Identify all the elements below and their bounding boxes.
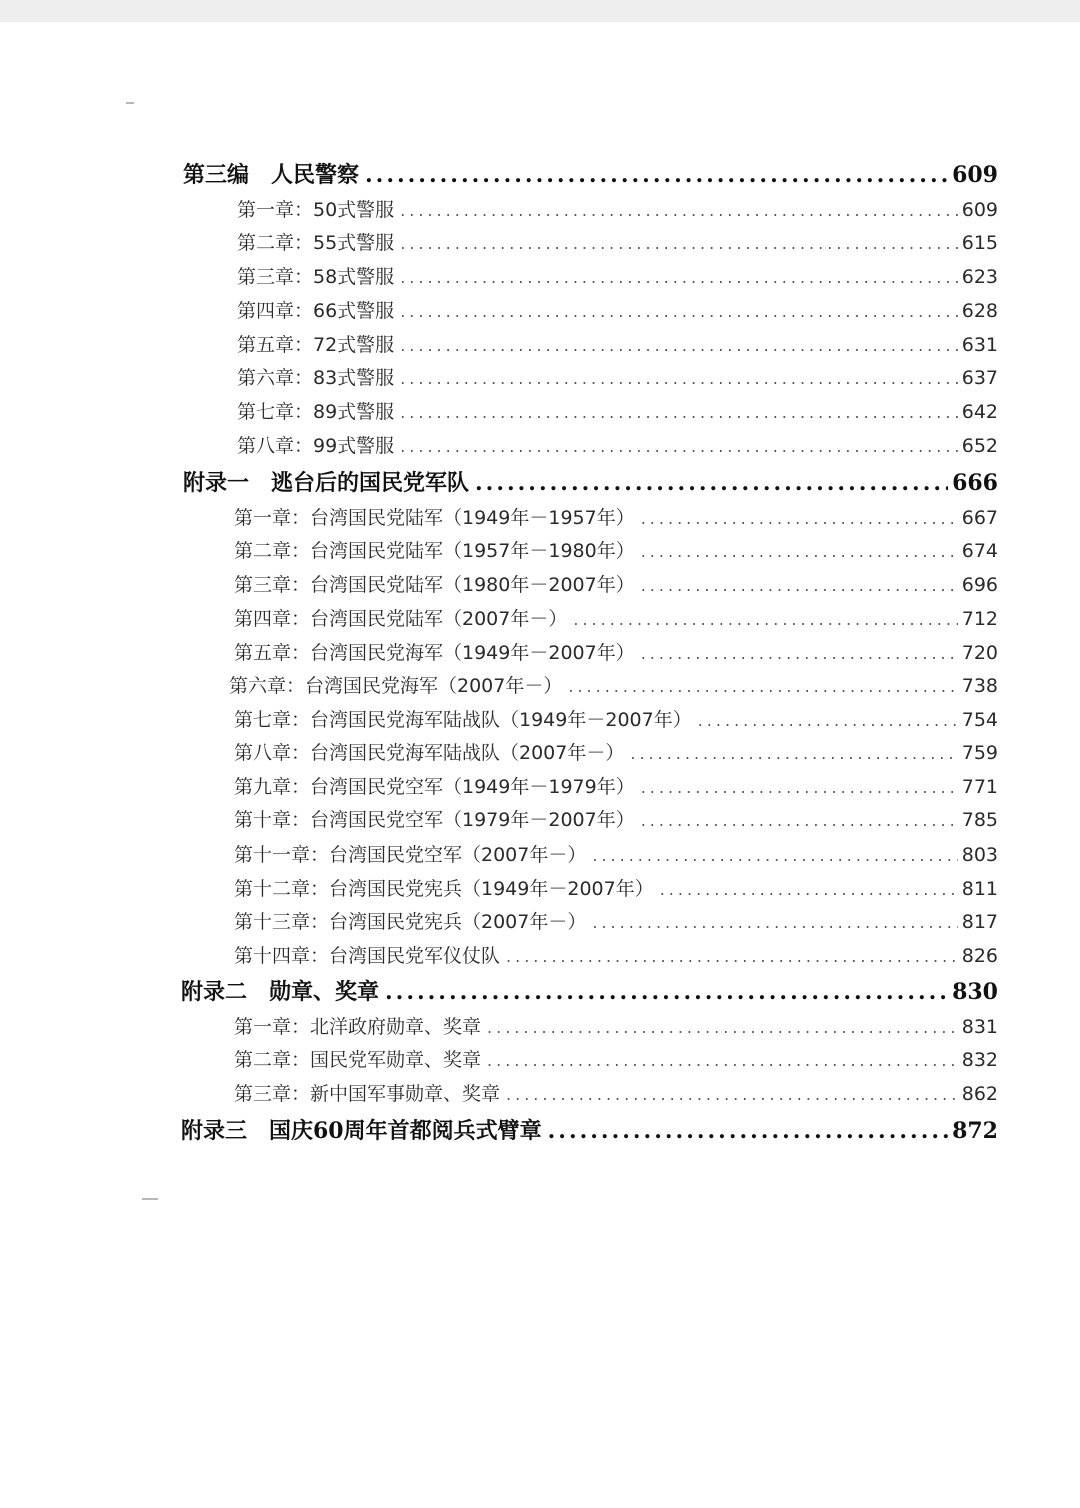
dot-leader — [400, 336, 958, 355]
toc-page-number: 862 — [961, 1083, 998, 1105]
dot-leader — [400, 302, 958, 321]
toc-chapter — [237, 397, 998, 431]
dot-leader — [641, 644, 958, 663]
dot-leader — [641, 509, 958, 528]
dot-leader — [400, 234, 958, 253]
toc-chapter — [234, 840, 998, 874]
toc-chapter — [237, 262, 998, 296]
toc-chapter — [234, 1079, 998, 1113]
dot-leader — [592, 913, 957, 932]
dot-leader — [385, 979, 948, 1005]
toc-page-number: 642 — [961, 401, 998, 423]
toc-chapter-title: 第一章：台湾国民党陆军（1949年－1957年） — [234, 507, 635, 529]
toc-chapter-title: 第三章：58式警服 — [237, 266, 395, 288]
dot-leader — [400, 403, 958, 422]
toc-page-number: 803 — [961, 844, 998, 866]
toc-chapter — [234, 536, 998, 570]
dot-leader — [592, 846, 957, 865]
toc-part-title: 附录二 勋章、奖章 — [181, 979, 380, 1005]
toc-part-title: 附录一 逃台后的国民党军队 — [183, 470, 470, 496]
dot-leader — [475, 470, 948, 496]
toc-page-number: 631 — [961, 334, 998, 356]
toc-page-number: 652 — [961, 435, 998, 457]
toc-chapter — [234, 503, 998, 537]
toc-page-number: 754 — [961, 709, 998, 731]
dot-leader — [641, 576, 958, 595]
dot-leader — [487, 1051, 958, 1070]
toc-chapter-title: 第三章：台湾国民党陆军（1980年－2007年） — [234, 574, 635, 596]
toc-chapter — [234, 705, 998, 739]
toc-chapter — [234, 1045, 998, 1079]
toc-part — [183, 466, 998, 500]
toc-chapter — [229, 671, 998, 705]
toc-page-number: 720 — [961, 642, 998, 664]
toc-chapter — [234, 772, 998, 806]
dot-leader — [365, 162, 948, 188]
toc-chapter — [237, 431, 998, 465]
toc-chapter — [234, 638, 998, 672]
toc-page-number: 785 — [961, 809, 998, 831]
dot-leader — [573, 610, 957, 629]
toc-chapter-title: 第十三章：台湾国民党宪兵（2007年－） — [234, 911, 587, 933]
toc-chapter-title: 第五章：台湾国民党海军（1949年－2007年） — [234, 642, 635, 664]
dot-leader — [400, 369, 958, 388]
dot-leader — [506, 1085, 958, 1104]
toc-page-number: 826 — [961, 945, 998, 967]
toc-page-number: 811 — [961, 878, 998, 900]
toc-part — [183, 158, 998, 192]
toc-page-number: 628 — [961, 300, 998, 322]
toc-page-number: 759 — [961, 742, 998, 764]
toc-page-number: 666 — [952, 470, 998, 496]
dot-leader — [400, 201, 958, 220]
toc-page-number: 738 — [961, 675, 998, 697]
toc-chapter-title: 第四章：66式警服 — [237, 300, 395, 322]
toc-part — [181, 975, 998, 1009]
toc-page-number: 696 — [961, 574, 998, 596]
toc-chapter — [234, 805, 998, 839]
toc-part — [181, 1114, 998, 1148]
toc-page-number: 712 — [961, 608, 998, 630]
toc-chapter-title: 第一章：北洋政府勋章、奖章 — [234, 1016, 482, 1038]
dot-leader — [548, 1118, 948, 1144]
toc-page-number: 872 — [952, 1118, 998, 1144]
toc-page-number: 667 — [961, 507, 998, 529]
dot-leader — [630, 744, 957, 763]
toc-page-number: 831 — [961, 1016, 998, 1038]
toc-page-number: 830 — [952, 979, 998, 1005]
toc-page-number: 637 — [961, 367, 998, 389]
toc-chapter — [234, 738, 998, 772]
toc-part-title: 第三编 人民警察 — [183, 162, 360, 188]
dot-leader — [698, 711, 958, 730]
toc-page-number: 615 — [961, 232, 998, 254]
dot-leader — [641, 811, 958, 830]
toc-page-number: 832 — [961, 1049, 998, 1071]
dot-leader — [506, 947, 958, 966]
toc-part-title: 附录三 国庆60周年首都阅兵式臂章 — [181, 1118, 542, 1144]
dot-leader — [641, 778, 958, 797]
toc-page-number: 771 — [961, 776, 998, 798]
toc-chapter-title: 第二章：国民党军勋章、奖章 — [234, 1049, 482, 1071]
toc-chapter-title: 第八章：台湾国民党海军陆战队（2007年－） — [234, 742, 625, 764]
toc-chapter-title: 第十二章：台湾国民党宪兵（1949年－2007年） — [234, 878, 654, 900]
toc-page-number: 817 — [961, 911, 998, 933]
toc-page-number: 674 — [961, 540, 998, 562]
dot-leader — [568, 677, 957, 696]
toc-page-number: 609 — [952, 162, 998, 188]
dot-leader — [400, 268, 958, 287]
toc-chapter — [234, 941, 998, 975]
toc-chapter-title: 第七章：89式警服 — [237, 401, 395, 423]
toc-chapter-title: 第三章：新中国军事勋章、奖章 — [234, 1083, 501, 1105]
toc-chapter-title: 第二章：55式警服 — [237, 232, 395, 254]
toc-chapter — [234, 1012, 998, 1046]
toc-chapter — [234, 874, 998, 908]
toc-chapter-title: 第六章：台湾国民党海军（2007年－） — [229, 675, 563, 697]
toc-chapter — [237, 330, 998, 364]
toc-chapter-title: 第四章：台湾国民党陆军（2007年－） — [234, 608, 568, 630]
toc-chapter-title: 第九章：台湾国民党空军（1949年－1979年） — [234, 776, 635, 798]
toc-chapter — [234, 907, 998, 941]
toc-chapter — [234, 604, 998, 638]
dot-leader — [660, 880, 958, 899]
toc-chapter-title: 第十四章：台湾国民党军仪仗队 — [234, 945, 501, 967]
dot-leader — [487, 1018, 958, 1037]
toc-chapter-title: 第七章：台湾国民党海军陆战队（1949年－2007年） — [234, 709, 692, 731]
toc-chapter-title: 第五章：72式警服 — [237, 334, 395, 356]
dot-leader — [400, 437, 958, 456]
toc-chapter-title: 第二章：台湾国民党陆军（1957年－1980年） — [234, 540, 635, 562]
toc-chapter-title: 第八章：99式警服 — [237, 435, 395, 457]
toc-chapter-title: 第十一章：台湾国民党空军（2007年－） — [234, 844, 587, 866]
toc-chapter — [237, 195, 998, 229]
toc-chapter — [234, 570, 998, 604]
dot-leader — [641, 542, 958, 561]
toc-chapter-title: 第一章：50式警服 — [237, 199, 395, 221]
toc-chapter-title: 第十章：台湾国民党空军（1979年－2007年） — [234, 809, 635, 831]
toc-chapter — [237, 363, 998, 397]
toc-chapter-title: 第六章：83式警服 — [237, 367, 395, 389]
toc-chapter — [237, 296, 998, 330]
toc-page-number: 609 — [961, 199, 998, 221]
toc-page-number: 623 — [961, 266, 998, 288]
toc-chapter — [237, 228, 998, 262]
